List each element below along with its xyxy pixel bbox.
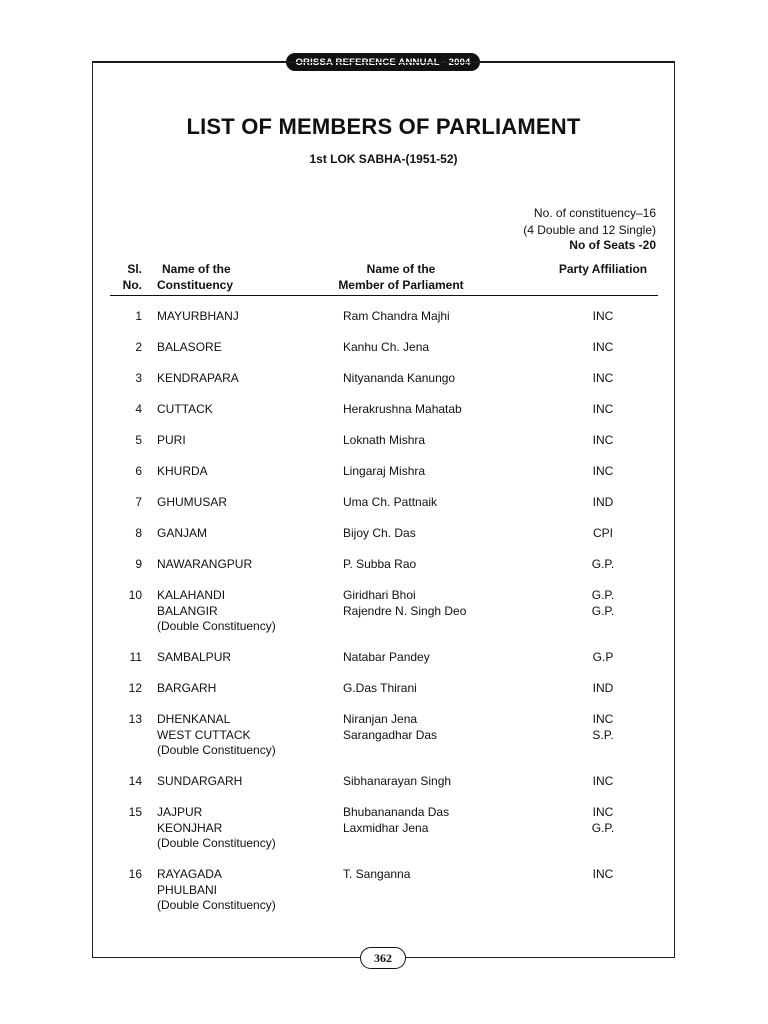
constituency-name: CUTTACK — [157, 402, 213, 416]
constituency-name: RAYAGADA — [157, 867, 222, 881]
page-number: 362 — [360, 947, 406, 969]
party-affiliation: IND — [592, 495, 614, 509]
constituency-name-cell — [157, 774, 337, 790]
constituency-name: (Double Constituency) — [157, 619, 276, 633]
constituency-name: PURI — [157, 433, 186, 447]
constituency-name: MAYURBHANJ — [157, 309, 239, 323]
party-affiliation: INC — [592, 371, 614, 385]
constituency-name: KENDRAPARA — [157, 371, 239, 385]
running-header: ORISSA REFERENCE ANNUAL - 2004 — [286, 53, 480, 71]
member-name: T. Sanganna — [343, 867, 411, 881]
row-serial-number: 16 — [128, 867, 142, 881]
party-affiliation: S.P. — [592, 727, 614, 742]
constituency-name: BALANGIR — [157, 603, 218, 618]
constituency-name-cell — [157, 650, 337, 666]
party-affiliation: G.P. — [591, 557, 615, 571]
header-rule — [110, 295, 658, 296]
member-name-cell — [343, 371, 543, 387]
member-name-cell — [343, 588, 543, 619]
member-name: Kanhu Ch. Jena — [343, 340, 430, 354]
party-affiliation: INC — [592, 402, 614, 416]
member-name: Herakrushna Mahatab — [343, 402, 462, 416]
party-affiliation-cell — [553, 402, 653, 418]
constituency-name: SUNDARGARH — [157, 774, 243, 788]
party-affiliation: INC — [592, 464, 614, 478]
row-serial-number: 15 — [128, 805, 142, 819]
row-serial-number: 12 — [128, 681, 142, 695]
member-name: Loknath Mishra — [343, 433, 426, 447]
constituency-name: BARGARH — [157, 681, 217, 695]
row-serial-number: 7 — [135, 495, 142, 509]
party-affiliation: G.P. — [591, 603, 615, 618]
constituency-name-cell — [157, 588, 337, 635]
member-name-cell — [343, 681, 543, 697]
constituency-name: GANJAM — [157, 526, 208, 540]
row-serial-number: 4 — [135, 402, 142, 416]
member-name: Laxmidhar Jena — [343, 820, 429, 835]
constituency-name-cell — [157, 464, 337, 480]
member-name: Giridhari Bhoi — [343, 588, 416, 602]
constituency-name-cell — [157, 712, 337, 759]
constituency-name: (Double Constituency) — [157, 836, 276, 850]
member-name: Sarangadhar Das — [343, 727, 438, 742]
constituency-name: WEST CUTTACK — [157, 727, 251, 742]
member-name-cell — [343, 805, 543, 836]
party-affiliation-cell — [553, 464, 653, 480]
column-header-constituency: Name of the Constituency — [157, 262, 234, 292]
constituency-name-cell — [157, 805, 337, 852]
member-name: Nityananda Kanungo — [343, 371, 456, 385]
member-name-cell — [343, 557, 543, 573]
member-name-cell — [343, 433, 543, 449]
page-title: LIST OF MEMBERS OF PARLIAMENT — [186, 114, 581, 139]
party-affiliation-cell — [553, 650, 653, 666]
party-affiliation: IND — [592, 681, 614, 695]
member-name: Bhubanananda Das — [343, 805, 450, 819]
row-serial-number: 10 — [128, 588, 142, 602]
constituency-name-cell — [157, 495, 337, 511]
member-name: G.Das Thirani — [343, 681, 417, 695]
member-name-cell — [343, 309, 543, 325]
party-affiliation: INC — [592, 712, 614, 726]
party-affiliation: INC — [592, 309, 614, 323]
constituency-name: JAJPUR — [157, 805, 203, 819]
member-name-cell — [343, 526, 543, 542]
party-affiliation-cell — [553, 340, 653, 356]
member-name-cell — [343, 464, 543, 480]
row-serial-number: 11 — [129, 650, 142, 664]
column-header-party: Party Affiliation — [558, 262, 648, 276]
column-header-member: Name of the Member of Parliament — [338, 262, 464, 292]
constituency-name-cell — [157, 681, 337, 697]
party-affiliation-cell — [553, 681, 653, 697]
constituency-name-cell — [157, 526, 337, 542]
member-name-cell — [343, 340, 543, 356]
member-name-cell — [343, 650, 543, 666]
row-serial-number: 9 — [135, 557, 142, 571]
row-serial-number: 1 — [135, 309, 142, 323]
constituency-name-cell — [157, 557, 337, 573]
party-affiliation: G.P. — [591, 588, 615, 602]
constituency-count: No. of constituency–16 — [533, 206, 656, 220]
member-name-cell — [343, 867, 543, 883]
party-affiliation: G.P — [592, 650, 614, 664]
party-affiliation-cell — [553, 526, 653, 542]
constituency-name: SAMBALPUR — [157, 650, 232, 664]
party-affiliation: INC — [592, 433, 614, 447]
member-name: Rajendre N. Singh Deo — [343, 603, 467, 618]
member-name-cell — [343, 774, 543, 790]
party-affiliation-cell — [553, 867, 653, 883]
member-name-cell — [343, 495, 543, 511]
member-name-cell — [343, 402, 543, 418]
member-name: Lingaraj Mishra — [343, 464, 426, 478]
page-subtitle: 1st LOK SABHA-(1951-52) — [309, 152, 458, 166]
constituency-name: KHURDA — [157, 464, 208, 478]
party-affiliation-cell — [553, 805, 653, 836]
constituency-name: KALAHANDI — [157, 588, 226, 602]
party-affiliation: G.P. — [591, 820, 615, 835]
row-serial-number: 8 — [135, 526, 142, 540]
constituency-breakdown: (4 Double and 12 Single) — [523, 223, 656, 237]
member-name: Niranjan Jena — [343, 712, 418, 726]
constituency-name-cell — [157, 867, 337, 914]
constituency-name: BALASORE — [157, 340, 222, 354]
party-affiliation: INC — [592, 805, 614, 819]
party-affiliation: CPI — [592, 526, 613, 540]
member-name: Uma Ch. Pattnaik — [343, 495, 438, 509]
party-affiliation: INC — [592, 340, 614, 354]
member-name: Ram Chandra Majhi — [343, 309, 450, 323]
party-affiliation-cell — [553, 433, 653, 449]
constituency-name-cell — [157, 433, 337, 449]
constituency-name-cell — [157, 309, 337, 325]
constituency-name: PHULBANI — [157, 882, 218, 897]
constituency-name: GHUMUSAR — [157, 495, 228, 509]
row-serial-number: 2 — [135, 340, 142, 354]
row-serial-number: 13 — [128, 712, 142, 726]
member-name: Bijoy Ch. Das — [343, 526, 416, 540]
constituency-name-cell — [157, 340, 337, 356]
column-header-sl: Sl. No. — [122, 262, 142, 292]
party-affiliation-cell — [553, 495, 653, 511]
party-affiliation-cell — [553, 774, 653, 790]
member-name: P. Subba Rao — [343, 557, 417, 571]
constituency-name: DHENKANAL — [157, 712, 231, 726]
party-affiliation-cell — [553, 371, 653, 387]
seat-count: No of Seats -20 — [569, 238, 656, 252]
constituency-name-cell — [157, 371, 337, 387]
constituency-name: (Double Constituency) — [157, 743, 276, 757]
party-affiliation: INC — [592, 867, 614, 881]
constituency-name: (Double Constituency) — [157, 898, 276, 912]
party-affiliation-cell — [553, 557, 653, 573]
row-serial-number: 6 — [135, 464, 142, 478]
party-affiliation-cell — [553, 712, 653, 743]
row-serial-number: 14 — [128, 774, 142, 788]
party-affiliation-cell — [553, 309, 653, 325]
row-serial-number: 3 — [135, 371, 142, 385]
constituency-name: NAWARANGPUR — [157, 557, 253, 571]
constituency-name: KEONJHAR — [157, 820, 223, 835]
member-name: Sibhanarayan Singh — [343, 774, 452, 788]
member-name-cell — [343, 712, 543, 743]
constituency-name-cell — [157, 402, 337, 418]
party-affiliation: INC — [592, 774, 614, 788]
row-serial-number: 5 — [135, 433, 142, 447]
party-affiliation-cell — [553, 588, 653, 619]
member-name: Natabar Pandey — [343, 650, 430, 664]
